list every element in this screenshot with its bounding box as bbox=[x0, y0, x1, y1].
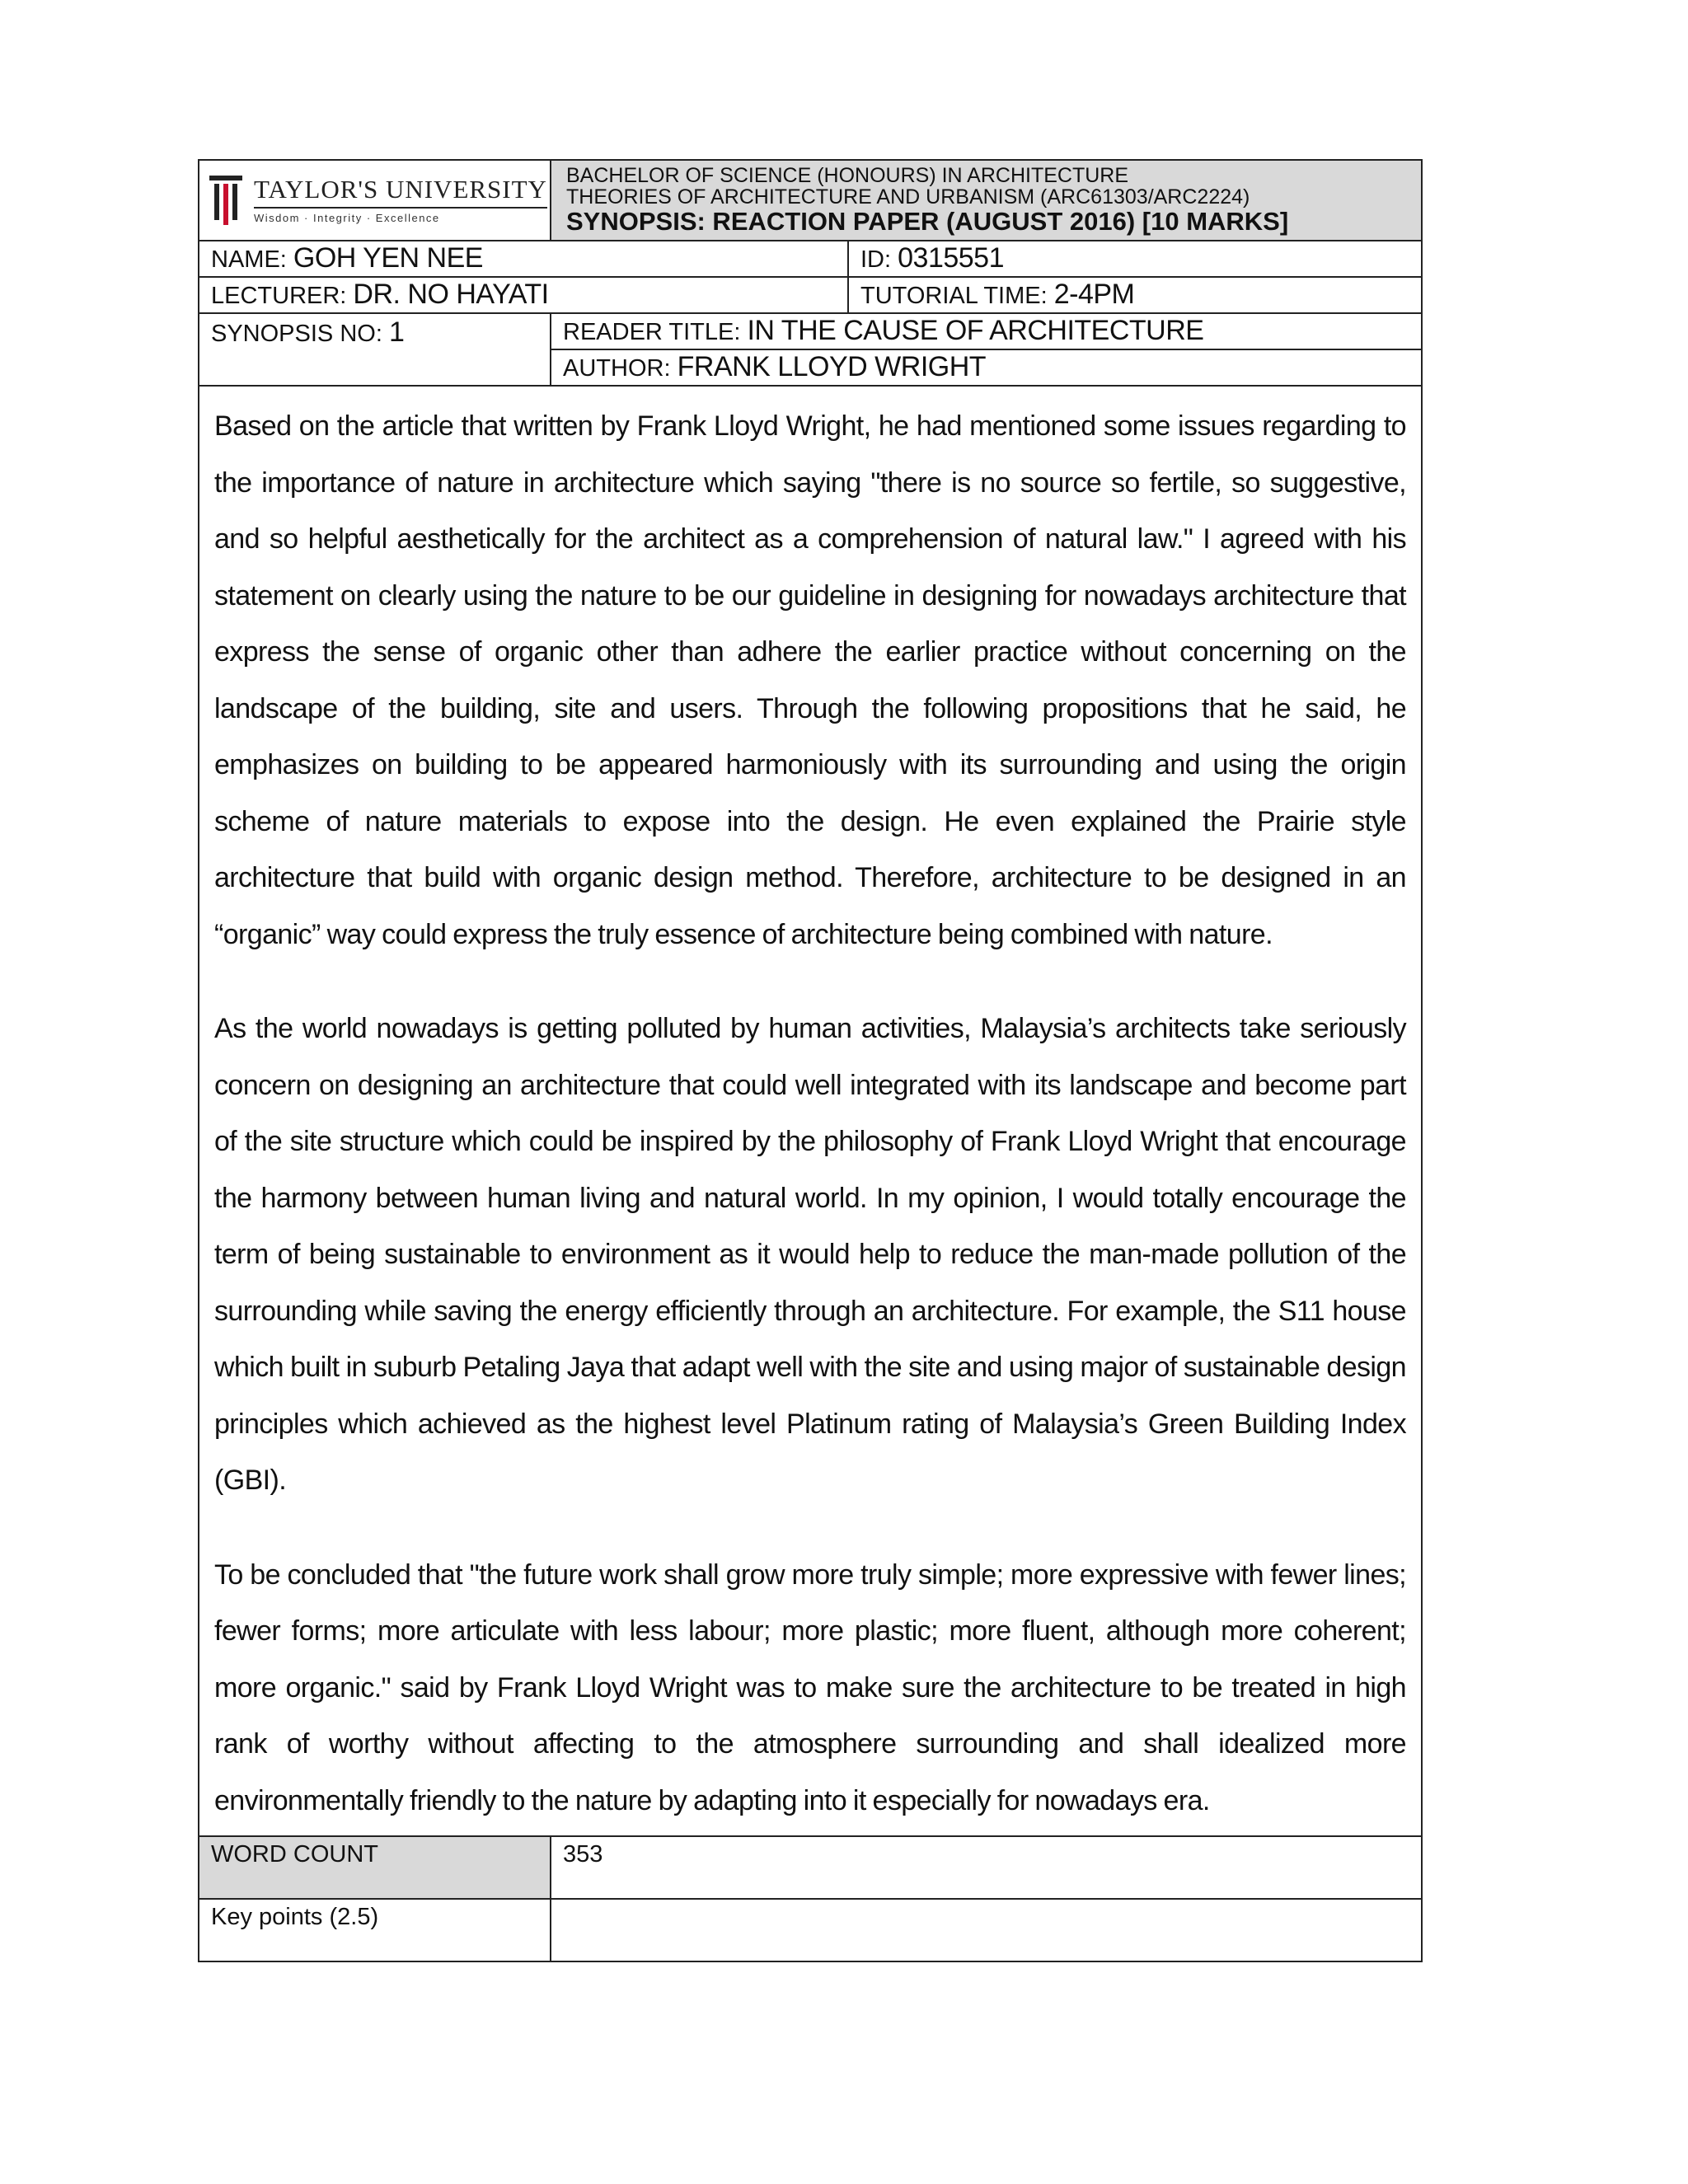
assignment-title: SYNOPSIS: REACTION PAPER (AUGUST 2016) [10 MARKS] bbox=[566, 207, 1289, 237]
essay-row bbox=[199, 386, 1422, 1836]
header-row bbox=[199, 160, 1422, 241]
name-id-row bbox=[199, 241, 1422, 277]
key-points-value-cell bbox=[551, 1899, 1422, 1961]
key-points-label: Key points (2.5) bbox=[211, 1904, 379, 1930]
tutorial-cell bbox=[848, 277, 1422, 313]
name-label: NAME: bbox=[211, 246, 287, 274]
tutorial-time: 2-4PM bbox=[1053, 279, 1135, 311]
word-count-value-cell bbox=[551, 1836, 1422, 1899]
name-cell bbox=[199, 241, 848, 277]
student-name: GOH YEN NEE bbox=[293, 242, 483, 274]
synopsis-row bbox=[199, 313, 1422, 349]
lecturer-label: LECTURER: bbox=[211, 283, 347, 310]
module-title: THEORIES OF ARCHITECTURE AND URBANISM (ARC61303/ARC2224) bbox=[566, 185, 1250, 209]
synopsis-label: SYNOPSIS NO: bbox=[211, 321, 382, 347]
essay-paragraph: To be concluded that "the future work shall grow more truly simple; more expressive with fewer lines; fewer forms; more articulate with less labour; more plastic; more fluent, although more coherent; more organic." said by Frank Lloyd Wright was to make sure the architecture to be treated in high rank of worthy without affecting to the atmosphere surrounding and shall idealized more environmentally friendly to the nature by adapting into it especially for nowadays era. bbox=[214, 1558, 1406, 1816]
key-points-row bbox=[199, 1899, 1422, 1961]
reader-title: IN THE CAUSE OF ARCHITECTURE bbox=[747, 315, 1204, 347]
word-count-label-cell bbox=[199, 1836, 551, 1899]
university-crest-icon bbox=[209, 174, 242, 227]
synopsis-cell bbox=[199, 313, 551, 386]
lecturer-row bbox=[199, 277, 1422, 313]
author-cell bbox=[551, 349, 1422, 386]
tutorial-label: TUTORIAL TIME: bbox=[860, 283, 1048, 310]
lecturer-cell bbox=[199, 277, 848, 313]
author-name: FRANK LLOYD WRIGHT bbox=[677, 351, 987, 383]
essay-paragraph: Based on the article that written by Frank Lloyd Wright, he had mentioned some issues regarding to the importance of nature in architecture which saying "there is no source so fertile, so suggestive, and so helpful aesthetically for the architect as a comprehension of natural law." I agreed with his statement on clearly using the nature to be our guideline in designing for nowadays architecture that express the sense of organic other than adhere the earlier practice without concerning on the landscape of the building, site and users. Through the following propositions that he said, he emphasizes on building to be appeared harmoniously with its surrounding and using the origin scheme of nature materials to expose into the design. He even explained the Prairie style architecture that build with organic design method. Therefore, architecture to be designed in an “organic” way could express the truly essence of architecture being combined with nature. bbox=[214, 410, 1406, 950]
essay-paragraph: As the world nowadays is getting polluted by human activities, Malaysia’s architects take seriously concern on designing an architecture that could well integrated with its landscape and become part of the site structure which could be inspired by the philosophy of Frank Lloyd Wright that encourage the harmony between human living and natural world. In my opinion, I would totally encourage the term of being sustainable to environment as it would help to reduce the man-made pollution of the surrounding while saving the energy efficiently through an architecture. For example, the S11 house which built in suburb Petaling Jaya that adapt well with the site and using major of sustainable design principles which achieved as the highest level Platinum rating of Malaysia’s Green Building Index (GBI). bbox=[214, 1013, 1406, 1496]
essay-body bbox=[214, 398, 1406, 1829]
university-tagline: Wisdom · Integrity · Excellence bbox=[254, 212, 440, 225]
id-label: ID: bbox=[860, 246, 892, 274]
author-label: AUTHOR: bbox=[563, 355, 671, 382]
lecturer-name: DR. NO HAYATI bbox=[353, 279, 549, 311]
essay-cell bbox=[199, 386, 1422, 1836]
id-cell bbox=[848, 241, 1422, 277]
university-name: TAYLOR'S UNIVERSITY bbox=[254, 176, 547, 209]
word-count-row bbox=[199, 1836, 1422, 1899]
reader-title-label: READER TITLE: bbox=[563, 319, 741, 346]
reader-title-cell bbox=[551, 313, 1422, 349]
word-count-value: 353 bbox=[563, 1841, 603, 1868]
synopsis-form bbox=[198, 159, 1421, 1962]
course-header-cell bbox=[551, 160, 1422, 241]
logo-cell bbox=[199, 160, 551, 241]
form-table bbox=[198, 159, 1423, 1962]
word-count-label: WORD COUNT bbox=[211, 1841, 378, 1868]
programme-title: BACHELOR OF SCIENCE (HONOURS) IN ARCHITECTURE bbox=[566, 163, 1129, 187]
key-points-label-cell bbox=[199, 1899, 551, 1961]
synopsis-number: 1 bbox=[388, 316, 405, 348]
student-id: 0315551 bbox=[898, 242, 1004, 274]
university-logo bbox=[209, 174, 547, 227]
